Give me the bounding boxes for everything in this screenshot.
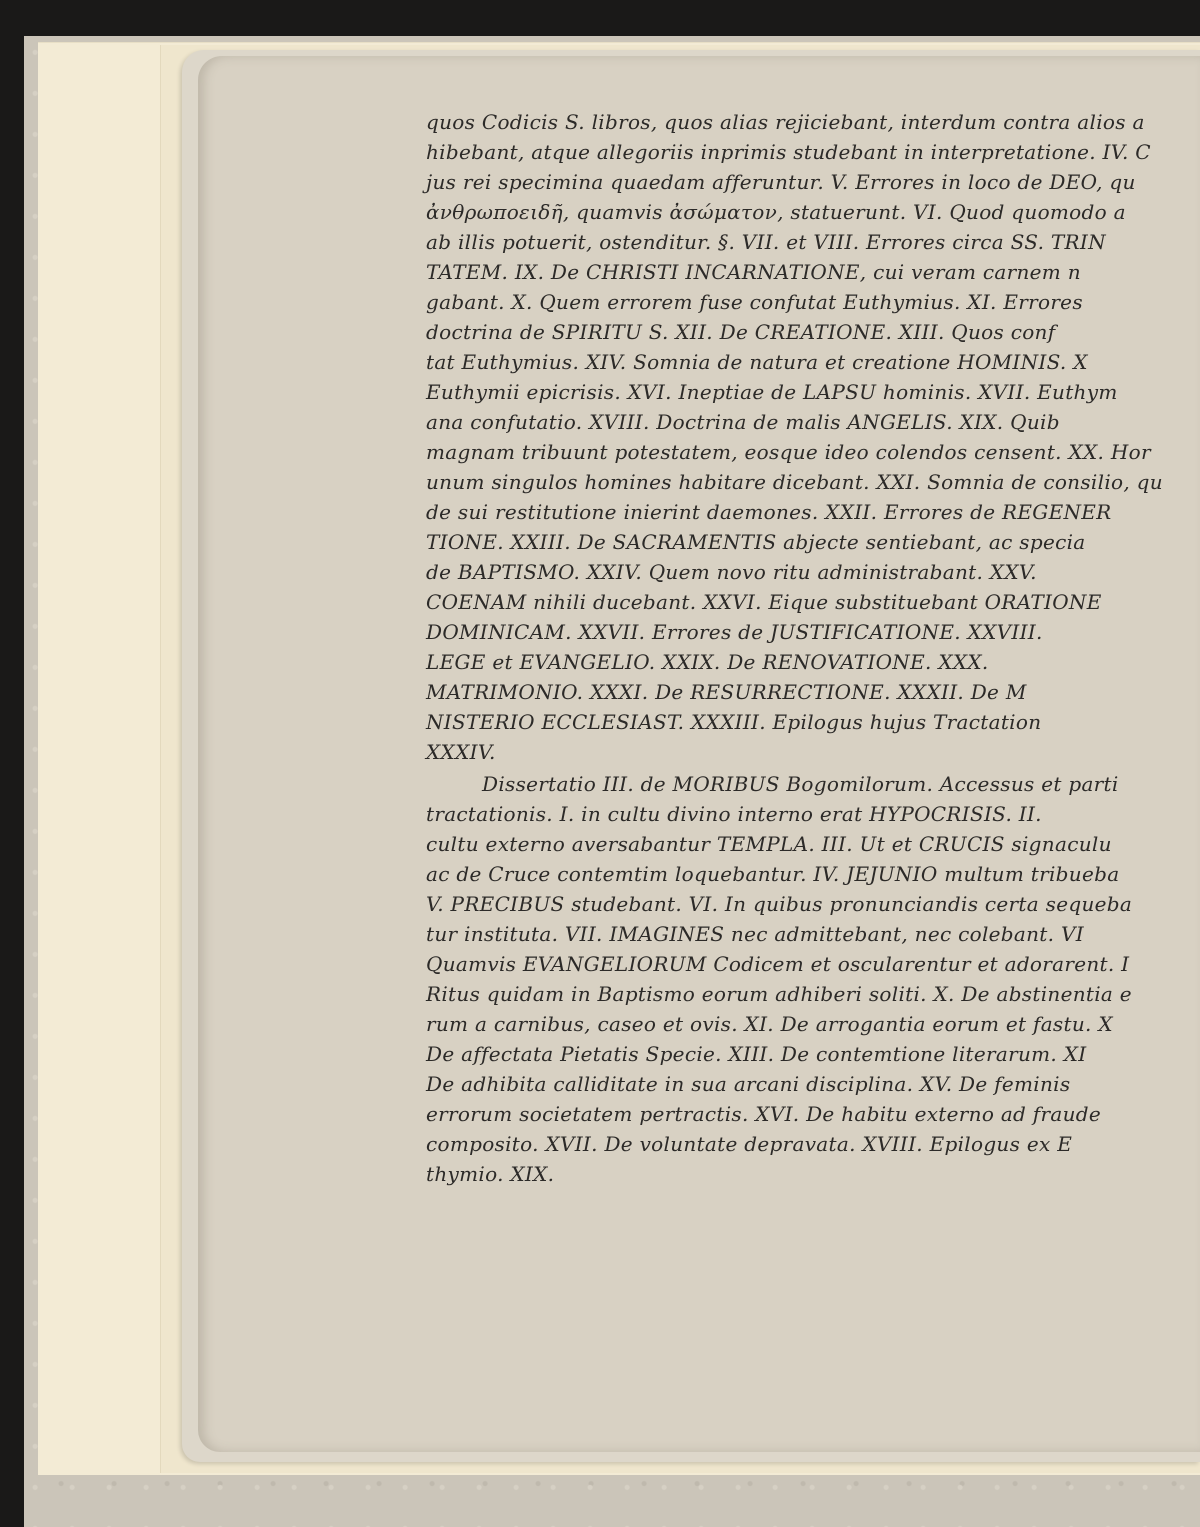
text-line: ana confutatio. XVIII. Doctrina de malis ANGELIS. XIX. Quib (426, 410, 1060, 434)
text-line: TATEM. IX. De CHRISTI INCARNATIONE, cui veram carnem n (426, 260, 1081, 284)
text-line: Quamvis EVANGELIORUM Codicem et oscularentur et adorarent. I (426, 952, 1130, 976)
text-line: magnam tribuunt potestatem, eosque ideo colendos censent. XX. Hor (426, 440, 1151, 464)
text-line: hibebant, atque allegoriis inprimis studebant in interpretatione. IV. C (426, 140, 1151, 164)
text-line: De affectata Pietatis Specie. XIII. De contemtione literarum. XI (426, 1042, 1087, 1066)
text-line: errorum societatem pertractis. XVI. De habitu externo ad fraude (426, 1102, 1102, 1126)
text-line: tur instituta. VII. IMAGINES nec admittebant, nec colebant. VI (426, 922, 1084, 946)
text-line: rum a carnibus, caseo et ovis. XI. De arrogantia eorum et fastu. X (426, 1012, 1113, 1036)
text-line: thymio. XIX. (426, 1162, 555, 1186)
text-line: Dissertatio III. de MORIBUS Bogomilorum. Accessus et parti (482, 772, 1119, 796)
text-line: de BAPTISMO. XXIV. Quem novo ritu administrabant. XXV. (426, 560, 1037, 584)
text-line: tat Euthymius. XIV. Somnia de natura et creatione HOMINIS. X (426, 350, 1088, 374)
text-line: de sui restitutione inierint daemones. XXII. Errores de REGENER (426, 500, 1112, 524)
text-line: tractationis. I. in cultu divino interno erat HYPOCRISIS. II. (426, 802, 1042, 826)
text-line: COENAM nihili ducebant. XXVI. Eique substituebant ORATIONE (426, 590, 1102, 614)
text-line: ab illis potuerit, ostenditur. §. VII. et VIII. Errores circa SS. TRIN (426, 230, 1106, 254)
text-line: gabant. X. Quem errorem fuse confutat Euthymius. XI. Errores (426, 290, 1083, 314)
text-line: Ritus quidam in Baptismo eorum adhiberi soliti. X. De abstinentia e (426, 982, 1132, 1006)
text-line: quos Codicis S. libros, quos alias rejiciebant, interdum contra alios a (426, 110, 1145, 134)
text-line: ac de Cruce contemtim loquebantur. IV. JEJUNIO multum tribueba (426, 862, 1120, 886)
text-line: TIONE. XXIII. De SACRAMENTIS abjecte sentiebant, ac specia (426, 530, 1086, 554)
text-line: De adhibita calliditate in sua arcani disciplina. XV. De feminis (426, 1072, 1071, 1096)
text-line: cultu externo aversabantur TEMPLA. III. Ut et CRUCIS signaculu (426, 832, 1112, 856)
page-text (228, 110, 1200, 1220)
text-line: doctrina de SPIRITU S. XII. De CREATIONE. XIII. Quos conf (426, 320, 1056, 344)
text-line: XXXIV. (426, 740, 496, 764)
text-line: unum singulos homines habitare dicebant. XXI. Somnia de consilio, qu (426, 470, 1163, 494)
text-line: V. PRECIBUS studebant. VI. In quibus pronunciandis certa sequeba (426, 892, 1133, 916)
text-line: DOMINICAM. XXVII. Errores de JUSTIFICATIONE. XXVIII. (426, 620, 1043, 644)
text-line: Euthymii epicrisis. XVI. Ineptiae de LAPSU hominis. XVII. Euthym (426, 380, 1118, 404)
text-line: jus rei specimina quaedam afferuntur. V. Errores in loco de DEO, qu (426, 170, 1136, 194)
text-line: ἀνθρωποειδῆ, quamvis ἀσώματον, statuerunt. VI. Quod quomodo a (426, 200, 1126, 224)
text-line: LEGE et EVANGELIO. XXIX. De RENOVATIONE. XXX. (426, 650, 989, 674)
text-line: MATRIMONIO. XXXI. De RESURRECTIONE. XXXII. De M (426, 680, 1027, 704)
text-line: composito. XVII. De voluntate depravata. XVIII. Epilogus ex E (426, 1132, 1073, 1156)
text-line: NISTERIO ECCLESIAST. XXXIII. Epilogus hujus Tractation (426, 710, 1042, 734)
